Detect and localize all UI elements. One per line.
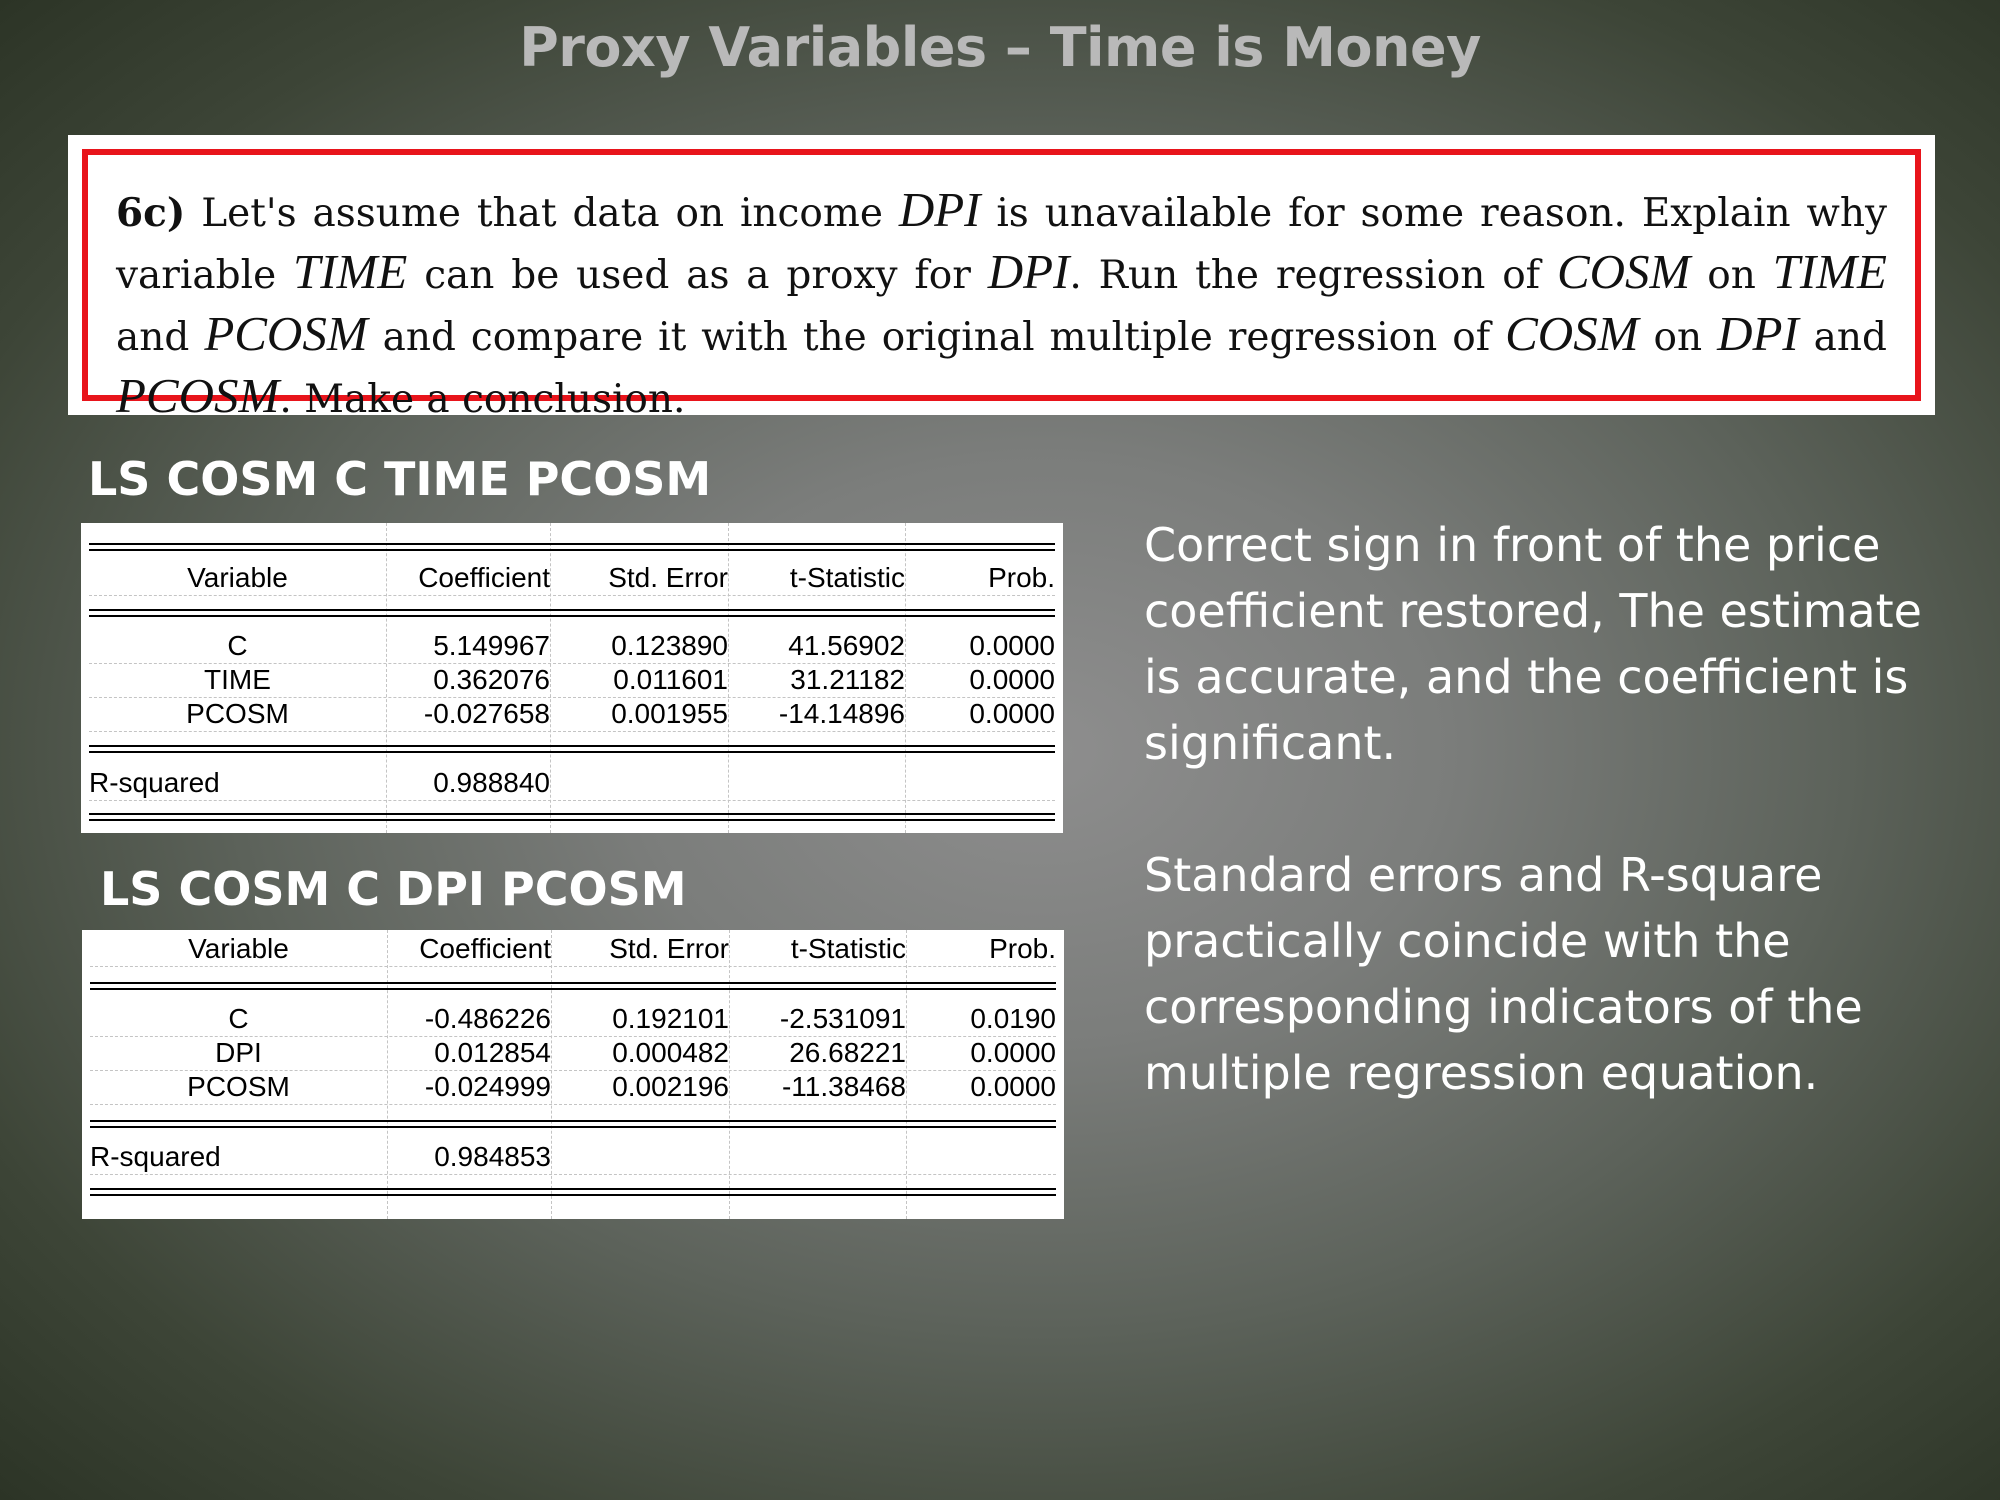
table-row	[90, 1070, 1056, 1105]
table-rule	[89, 745, 1055, 753]
std-error-cell: 0.011601	[613, 664, 728, 695]
coefficient-cell: -0.486226	[424, 1003, 551, 1034]
table-rule	[90, 1120, 1056, 1128]
t-statistic-cell: -11.38468	[781, 1071, 906, 1102]
task-var: DPI	[1717, 306, 1799, 361]
table-rule	[89, 813, 1055, 821]
table-row	[90, 1036, 1056, 1071]
r-squared-value: 0.984853	[434, 1141, 551, 1172]
r-squared-row	[90, 1140, 1056, 1175]
table-row	[90, 1002, 1056, 1037]
std-error-cell: 0.002196	[612, 1071, 729, 1102]
task-var: TIME	[1772, 244, 1887, 299]
task-var: COSM	[1505, 306, 1639, 361]
coefficient-cell: -0.024999	[424, 1071, 551, 1102]
regression-time-heading: LS COSM C TIME PCOSM	[88, 452, 712, 506]
task-var: PCOSM	[204, 306, 368, 361]
variable-cell: TIME	[204, 664, 271, 695]
conclusion-notes	[1144, 512, 1944, 1172]
r-squared-row	[89, 766, 1055, 801]
task-var: COSM	[1556, 244, 1691, 299]
r-squared-label: R-squared	[90, 1141, 221, 1172]
column-header: Prob.	[989, 933, 1056, 964]
variable-cell: PCOSM	[186, 698, 289, 729]
coefficient-cell: 5.149967	[433, 630, 550, 661]
table-rule	[89, 543, 1055, 551]
std-error-cell: 0.123890	[611, 630, 728, 661]
column-header: Variable	[188, 933, 289, 964]
table-header-row	[90, 932, 1056, 967]
table-row	[89, 697, 1055, 732]
note-paragraph: Correct sign in front of the price coefficient restored, The estimate is accurate, and the coefficient is significant.	[1144, 518, 1922, 770]
note-paragraph: Standard errors and R-square practically coincide with the corresponding indicators of the multiple regression equation.	[1144, 848, 1863, 1100]
task-var: DPI	[987, 244, 1070, 299]
task-text: can be used as a proxy for	[407, 253, 988, 298]
table-row	[89, 629, 1055, 664]
prob-cell: 0.0000	[969, 630, 1055, 661]
std-error-cell: 0.001955	[611, 698, 728, 729]
t-statistic-cell: 31.21182	[790, 664, 905, 695]
coefficient-cell: -0.027658	[423, 698, 550, 729]
task-box	[68, 135, 1935, 423]
variable-cell: PCOSM	[187, 1071, 290, 1102]
coefficient-cell: 0.362076	[433, 664, 550, 695]
t-statistic-cell: 41.56902	[788, 630, 905, 661]
column-header: Std. Error	[609, 933, 729, 964]
t-statistic-cell: 26.68221	[789, 1037, 906, 1068]
task-statement	[82, 149, 1921, 423]
table-header-row	[89, 561, 1055, 596]
std-error-cell: 0.000482	[612, 1037, 729, 1068]
task-text: on	[1690, 253, 1773, 298]
prob-cell: 0.0190	[970, 1003, 1056, 1034]
table-rule	[89, 609, 1055, 617]
task-text: and	[1798, 315, 1888, 360]
task-number: 6c)	[116, 190, 186, 236]
task-text: is unavailable for some reason. Explain why variable	[116, 191, 1887, 298]
task-var: TIME	[293, 244, 408, 299]
t-statistic-cell: -14.14896	[778, 698, 905, 729]
t-statistic-cell: -2.531091	[779, 1003, 906, 1034]
task-text: on	[1638, 315, 1718, 360]
prob-cell: 0.0000	[969, 698, 1055, 729]
column-header: Coefficient	[418, 562, 550, 593]
task-text: . Make a conclusion.	[279, 377, 686, 422]
r-squared-value: 0.988840	[433, 767, 550, 798]
std-error-cell: 0.192101	[612, 1003, 729, 1034]
slide-title: Proxy Variables – Time is Money	[519, 16, 1481, 79]
regression-dpi-table	[82, 930, 1064, 1219]
task-var: PCOSM	[116, 368, 280, 423]
variable-cell: DPI	[215, 1037, 262, 1068]
prob-cell: 0.0000	[969, 664, 1055, 695]
column-header: Coefficient	[419, 933, 551, 964]
task-text: and compare it with the original multiple regression of	[367, 315, 1506, 360]
variable-cell: C	[228, 1003, 249, 1034]
regression-dpi-heading: LS COSM C DPI PCOSM	[100, 862, 687, 916]
regression-time-table	[81, 523, 1063, 833]
prob-cell: 0.0000	[970, 1037, 1056, 1068]
table-row	[89, 663, 1055, 698]
column-header: Prob.	[988, 562, 1055, 593]
task-var: DPI	[898, 182, 981, 237]
column-header: t-Statistic	[789, 562, 905, 593]
table-rule	[90, 982, 1056, 990]
task-text: Let's assume that data on income	[201, 191, 899, 236]
table-rule	[90, 1188, 1056, 1196]
task-text: . Run the regression of	[1069, 253, 1557, 298]
coefficient-cell: 0.012854	[434, 1037, 551, 1068]
column-header: Std. Error	[608, 562, 728, 593]
variable-cell: C	[227, 630, 248, 661]
task-text: and	[116, 315, 205, 360]
column-header: t-Statistic	[790, 933, 906, 964]
r-squared-label: R-squared	[89, 767, 220, 798]
prob-cell: 0.0000	[970, 1071, 1056, 1102]
column-header: Variable	[187, 562, 288, 593]
